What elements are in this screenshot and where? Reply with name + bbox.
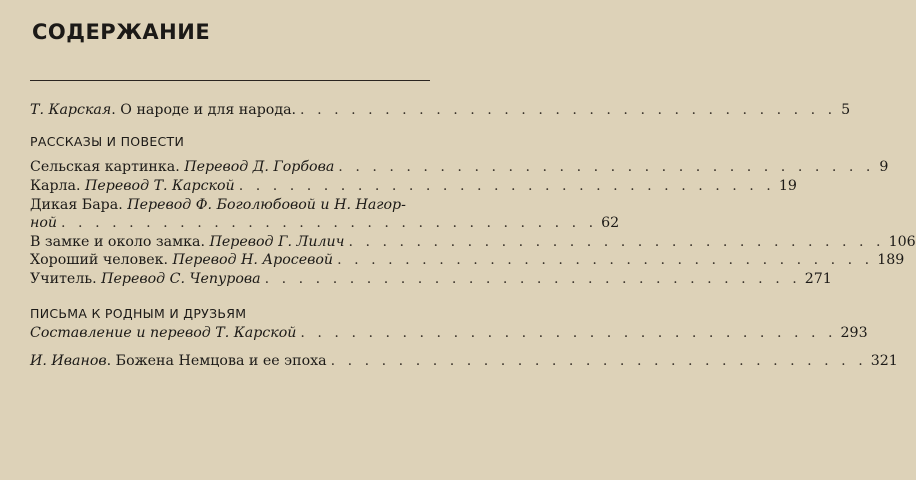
toc-entry [30, 251, 905, 269]
toc-entry [30, 196, 429, 214]
title-divider [30, 80, 430, 81]
toc-entry-intro [30, 101, 851, 119]
page-number: 293 [840, 325, 868, 341]
dot-leader: . . . . . . . . . . . . . . . . . . . . . . . . . . . . . . . . [264, 271, 801, 287]
entry-title: Хороший человек. [30, 252, 168, 268]
entry-translator: Перевод Т. Карской [85, 178, 235, 194]
section-heading-letters: ПИСЬМА К РОДНЫМ И ДРУЗЬЯМ [30, 306, 247, 321]
toc-entry [30, 177, 797, 195]
entry-title: . О народе и для народа. [111, 102, 297, 118]
page-number: 9 [879, 159, 889, 175]
entry-author: И. Иванов [30, 353, 107, 369]
page-number: 5 [841, 102, 851, 118]
dot-leader: . . . . . . . . . . . . . . . . . . . . . . . . . . . . . . . . [61, 215, 598, 231]
toc-entry-letters [30, 324, 868, 342]
page-number: 62 [601, 215, 620, 231]
page-title: СОДЕРЖАНИЕ [32, 20, 211, 44]
toc-entry [30, 270, 832, 288]
section-heading-stories: РАССКАЗЫ И ПОВЕСТИ [30, 134, 185, 149]
dot-leader: . . . . . . . . . . . . . . . . . . . . . . . . . . . . . . . . [238, 178, 775, 194]
dot-leader: . . . . . . . . . . . . . . . . . . . . . . . . . . . . . . . . [348, 234, 885, 250]
entry-title: В замке и около замка. [30, 234, 205, 250]
toc-entry-continuation [30, 214, 620, 232]
entry-title: Сельская картинка. [30, 159, 180, 175]
toc-entry [30, 233, 916, 251]
entry-translator-continued: ной [30, 215, 58, 231]
dot-leader: . . . . . . . . . . . . . . . . . . . . . . . . . . . . . . . . [330, 353, 867, 369]
entry-translator: Перевод Н. Аросевой [172, 252, 334, 268]
page-number: 19 [778, 178, 797, 194]
entry-title: Составление и перевод Т. Карской [30, 325, 297, 341]
page-number: 321 [870, 353, 898, 369]
entry-title: Учитель. [30, 271, 97, 287]
toc-entry [30, 158, 889, 176]
entry-author: Т. Карская [30, 102, 112, 118]
entry-title: Карла. [30, 178, 81, 194]
dot-leader: . . . . . . . . . . . . . . . . . . . . . . . . . . . . . . . . [300, 325, 837, 341]
page-number: 106 [888, 234, 916, 250]
dot-leader: . . . . . . . . . . . . . . . . . . . . . . . . . . . . . . . . [300, 102, 837, 118]
dot-leader: . . . . . . . . . . . . . . . . . . . . . . . . . . . . . . . . [337, 252, 874, 268]
toc-entry-essay [30, 352, 898, 370]
entry-title: Дикая Бара. [30, 197, 123, 213]
entry-translator: Перевод Д. Горбова [184, 159, 335, 175]
entry-translator: Перевод Г. Лилич [209, 234, 345, 250]
entry-title: . Божена Немцова и ее эпоха [106, 353, 327, 369]
page-number: 189 [877, 252, 905, 268]
entry-translator: Перевод Ф. Боголюбовой и Н. Нагор- [127, 197, 406, 213]
entry-translator: Перевод С. Чепурова [101, 271, 261, 287]
page-number: 271 [804, 271, 832, 287]
dot-leader: . . . . . . . . . . . . . . . . . . . . . . . . . . . . . . . . [338, 159, 875, 175]
